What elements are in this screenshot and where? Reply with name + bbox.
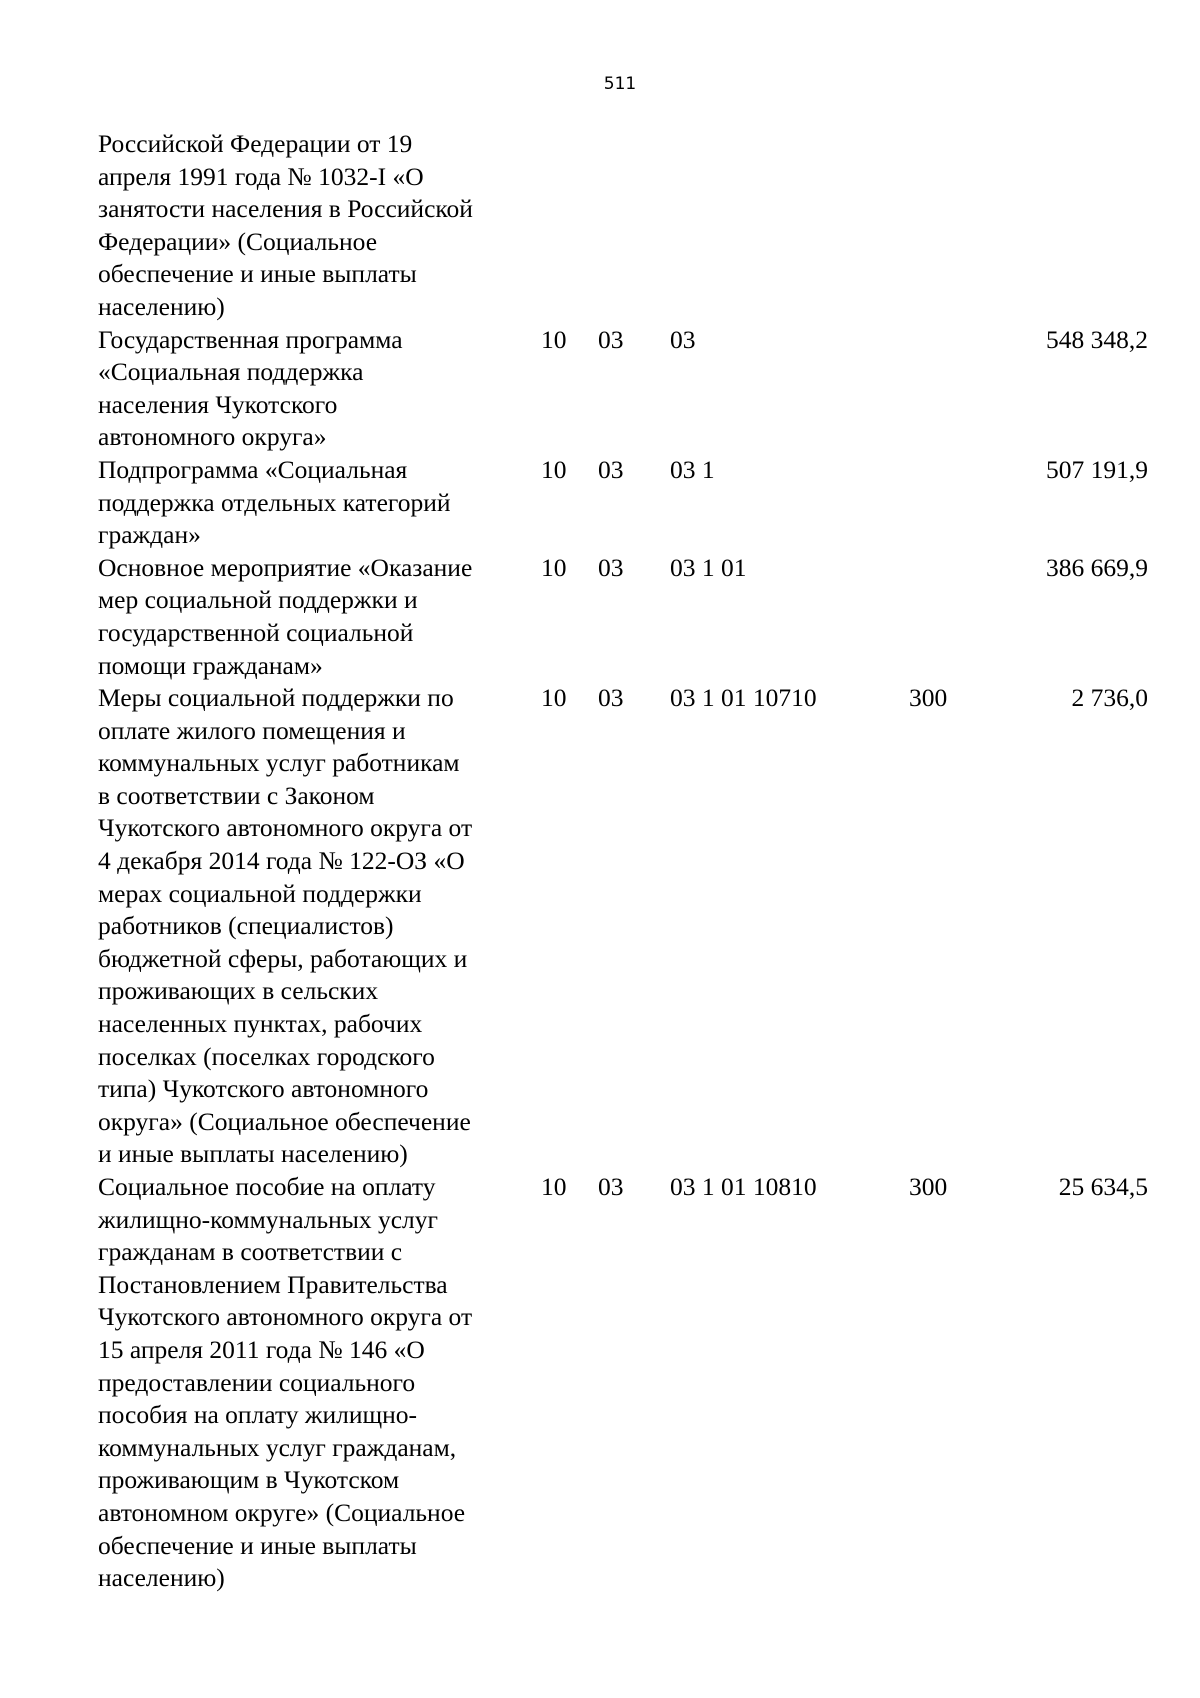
description-line: населения Чукотского [98,389,338,419]
subsection-code: 03 [598,454,624,484]
row-description [98,1171,528,1595]
description-line: автономного округа» [98,422,327,452]
description-line: и иные выплаты населению) [98,1139,408,1169]
description-line: округа» (Социальное обеспечение [98,1106,471,1136]
section-code: 10 [541,324,567,354]
description-line: Социальное пособие на оплату [98,1172,436,1201]
description-line: занятости населения в Российской [98,194,473,224]
budget-table [98,128,1148,1595]
row-description [98,128,528,324]
subsection-code: 03 [598,683,624,713]
description-line: гражданам в соответствии с [98,1237,403,1267]
table-row [98,1171,1148,1595]
description-line: пособия на оплату жилищно- [98,1400,418,1430]
row-description [98,682,528,1171]
amount: 2 736,0 [1071,683,1148,713]
row-description [98,552,528,682]
description-line: апреля 1991 года № 1032-I «О [98,161,424,191]
table-row [98,454,1148,552]
description-line: проживающим в Чукотском [98,1465,400,1495]
description-line: государственной социальной [98,617,414,647]
subsection-code: 03 [598,1172,624,1201]
subsection-code: 03 [598,552,624,582]
description-line: Федерации» (Социальное [98,226,378,256]
description-line: жилищно-коммунальных услуг [98,1204,438,1234]
description-line: Постановлением Правительства [98,1269,448,1299]
table-row [98,682,1148,1171]
description-line: мерах социальной поддержки [98,878,422,908]
description-line: 4 декабря 2014 года № 122-ОЗ «О [98,846,465,876]
description-line: работников (специалистов) [98,911,394,941]
section-code: 10 [541,1172,567,1201]
description-line: в соответствии с Законом [98,780,375,810]
description-line: Государственная программа [98,324,403,354]
description-line: обеспечение и иные выплаты [98,1530,417,1560]
description-line: Чукотского автономного округа от [98,1302,473,1332]
expense-type-code: 300 [909,1172,948,1201]
description-line: 15 апреля 2011 года № 146 «О [98,1334,425,1364]
description-line: типа) Чукотского автономного [98,1074,429,1104]
description-line: автономном округе» (Социальное [98,1497,466,1527]
target-article-code: 03 1 01 10810 [670,1172,817,1201]
table-row [98,552,1148,682]
description-line: проживающих в сельских [98,976,379,1006]
description-line: населению) [98,291,225,321]
description-line: «Социальная поддержка [98,357,364,387]
description-line: коммунальных услуг гражданам, [98,1432,457,1462]
description-line: Меры социальной поддержки по [98,683,454,713]
description-line: поддержка отдельных категорий [98,487,451,517]
target-article-code: 03 1 [670,454,715,484]
description-line: населенных пунктах, рабочих [98,1009,423,1039]
description-line: Подпрограмма «Социальная [98,454,408,484]
description-line: поселках (поселках городского [98,1041,435,1071]
description-line: Основное мероприятие «Оказание [98,552,473,582]
description-line: обеспечение и иные выплаты [98,259,417,289]
description-line: бюджетной сферы, работающих и [98,943,468,973]
description-line: Чукотского автономного округа от [98,813,473,843]
description-line: предоставлении социального [98,1367,416,1397]
target-article-code: 03 1 01 10710 [670,683,817,713]
table-row [98,324,1148,454]
description-line: мер социальной поддержки и [98,585,418,615]
section-code: 10 [541,454,567,484]
amount: 25 634,5 [1058,1172,1148,1201]
page-number: 511 [603,74,637,94]
description-line: коммунальных услуг работникам [98,748,460,778]
row-description [98,324,528,454]
section-code: 10 [541,683,567,713]
target-article-code: 03 [670,324,696,354]
amount: 507 191,9 [1046,454,1148,484]
table-row [98,128,1148,324]
subsection-code: 03 [598,324,624,354]
amount: 548 348,2 [1046,324,1148,354]
expense-type-code: 300 [909,683,948,713]
target-article-code: 03 1 01 [670,552,747,582]
amount: 386 669,9 [1046,552,1148,582]
description-line: помощи гражданам» [98,650,323,680]
description-line: граждан» [98,520,201,550]
description-line: Российской Федерации от 19 [98,129,413,158]
row-description [98,454,528,552]
section-code: 10 [541,552,567,582]
description-line: оплате жилого помещения и [98,715,406,745]
description-line: населению) [98,1563,225,1593]
